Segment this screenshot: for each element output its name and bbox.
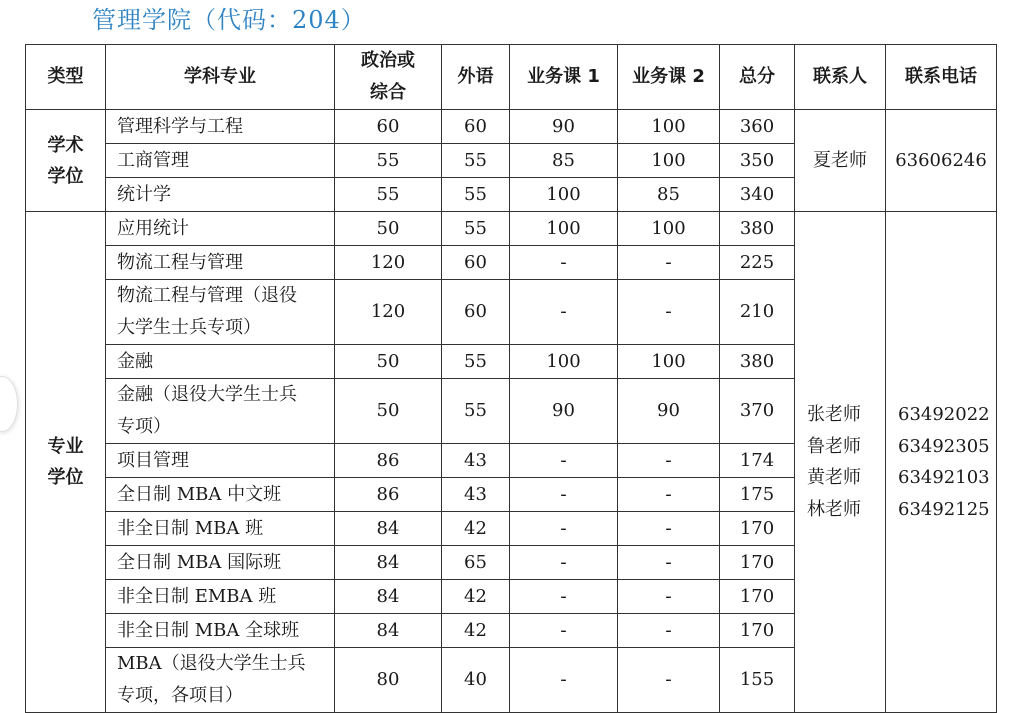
- contact-name: 张老师: [807, 404, 861, 425]
- header-type: 类型: [26, 45, 106, 110]
- politics-cell: 84: [335, 512, 442, 546]
- header-course2: 业务课 2: [618, 45, 720, 110]
- politics-cell: 84: [335, 614, 442, 648]
- politics-cell: 84: [335, 580, 442, 614]
- total-cell: 340: [720, 178, 795, 212]
- course2-cell: -: [618, 444, 720, 478]
- major-line1: 物流工程与管理（退役: [117, 285, 297, 306]
- table-row: [26, 110, 997, 144]
- course1-cell: -: [510, 614, 618, 648]
- course2-cell: 100: [618, 212, 720, 246]
- course1-cell: 100: [510, 345, 618, 379]
- page-title: 管理学院（代码：204）: [92, 6, 366, 34]
- politics-cell: 120: [335, 280, 442, 345]
- header-politics-line1: 政治或: [361, 50, 415, 71]
- total-cell: 380: [720, 212, 795, 246]
- header-course1: 业务课 1: [510, 45, 618, 110]
- course2-cell: 85: [618, 178, 720, 212]
- foreign-cell: 60: [442, 110, 510, 144]
- contact-name: 鲁老师: [807, 435, 861, 457]
- major-cell: 非全日制 MBA 班: [106, 512, 335, 546]
- contact-name: 黄老师: [807, 467, 861, 488]
- major-cell: 金融: [106, 345, 335, 379]
- politics-cell: 50: [335, 379, 442, 444]
- total-cell: 370: [720, 379, 795, 444]
- contact-phone: 63492103: [898, 467, 990, 488]
- phone-professional: [886, 212, 997, 713]
- politics-cell: 55: [335, 144, 442, 178]
- header-phone: 联系电话: [886, 45, 997, 110]
- contact-phone: 63492125: [898, 498, 990, 520]
- politics-cell: 80: [335, 648, 442, 713]
- course1-cell: -: [510, 246, 618, 280]
- course1-cell: 90: [510, 379, 618, 444]
- politics-cell: 50: [335, 212, 442, 246]
- course1-cell: -: [510, 580, 618, 614]
- foreign-cell: 65: [442, 546, 510, 580]
- course1-cell: -: [510, 444, 618, 478]
- course1-cell: -: [510, 478, 618, 512]
- course2-cell: -: [618, 246, 720, 280]
- total-cell: 225: [720, 246, 795, 280]
- total-cell: 210: [720, 280, 795, 345]
- category-professional: [26, 212, 106, 713]
- foreign-cell: 42: [442, 580, 510, 614]
- politics-cell: 120: [335, 246, 442, 280]
- total-cell: 170: [720, 614, 795, 648]
- course1-cell: -: [510, 648, 618, 713]
- contact-name: 林老师: [807, 498, 861, 520]
- politics-cell: 86: [335, 478, 442, 512]
- foreign-cell: 55: [442, 345, 510, 379]
- course2-cell: -: [618, 478, 720, 512]
- header-politics-line2: 综合: [370, 82, 406, 103]
- major-cell: [106, 648, 335, 713]
- course2-cell: 100: [618, 144, 720, 178]
- contact-phone: 63492305: [898, 435, 990, 457]
- total-cell: 170: [720, 512, 795, 546]
- foreign-cell: 55: [442, 178, 510, 212]
- foreign-cell: 40: [442, 648, 510, 713]
- phone-academic: 63606246: [886, 110, 997, 212]
- table-row: [26, 212, 997, 246]
- major-line2: 专项，各项目）: [117, 685, 243, 706]
- foreign-cell: 42: [442, 512, 510, 546]
- category-academic: [26, 110, 106, 212]
- header-total: 总分: [720, 45, 795, 110]
- total-cell: 380: [720, 345, 795, 379]
- major-cell: 全日制 MBA 中文班: [106, 478, 335, 512]
- course2-cell: -: [618, 614, 720, 648]
- course2-cell: 100: [618, 345, 720, 379]
- header-foreign: 外语: [442, 45, 510, 110]
- total-cell: 170: [720, 546, 795, 580]
- major-cell: [106, 379, 335, 444]
- major-cell: 项目管理: [106, 444, 335, 478]
- foreign-cell: 55: [442, 144, 510, 178]
- foreign-cell: 43: [442, 478, 510, 512]
- course2-cell: 90: [618, 379, 720, 444]
- foreign-cell: 60: [442, 246, 510, 280]
- header-contact: 联系人: [795, 45, 886, 110]
- foreign-cell: 43: [442, 444, 510, 478]
- category-academic-line2: 学位: [47, 165, 84, 187]
- course2-cell: 100: [618, 110, 720, 144]
- course2-cell: -: [618, 546, 720, 580]
- politics-cell: 86: [335, 444, 442, 478]
- major-cell: 管理科学与工程: [106, 110, 335, 144]
- foreign-cell: 55: [442, 212, 510, 246]
- header-major: 学科专业: [106, 45, 335, 110]
- course1-cell: -: [510, 280, 618, 345]
- major-cell: 工商管理: [106, 144, 335, 178]
- politics-cell: 50: [335, 345, 442, 379]
- total-cell: 360: [720, 110, 795, 144]
- major-cell: 全日制 MBA 国际班: [106, 546, 335, 580]
- course1-cell: 90: [510, 110, 618, 144]
- course2-cell: -: [618, 648, 720, 713]
- total-cell: 174: [720, 444, 795, 478]
- major-cell: 非全日制 EMBA 班: [106, 580, 335, 614]
- category-professional-line2: 学位: [47, 467, 84, 488]
- score-table: [25, 44, 997, 713]
- course1-cell: -: [510, 546, 618, 580]
- major-cell: 应用统计: [106, 212, 335, 246]
- foreign-cell: 60: [442, 280, 510, 345]
- foreign-cell: 42: [442, 614, 510, 648]
- contact-academic: 夏老师: [795, 110, 886, 212]
- foreign-cell: 55: [442, 379, 510, 444]
- header-row: [26, 45, 997, 110]
- major-cell: [106, 280, 335, 345]
- course2-cell: -: [618, 512, 720, 546]
- course2-cell: -: [618, 280, 720, 345]
- major-line1: 金融（退役大学生士兵: [117, 384, 297, 405]
- major-line1: MBA（退役大学生士兵: [117, 653, 306, 674]
- total-cell: 170: [720, 580, 795, 614]
- course1-cell: 100: [510, 212, 618, 246]
- total-cell: 155: [720, 648, 795, 713]
- contact-professional: [795, 212, 886, 713]
- politics-cell: 60: [335, 110, 442, 144]
- course2-cell: -: [618, 580, 720, 614]
- politics-cell: 55: [335, 178, 442, 212]
- total-cell: 350: [720, 144, 795, 178]
- category-academic-line1: 学术: [47, 134, 84, 156]
- header-politics: [335, 45, 442, 110]
- course1-cell: 85: [510, 144, 618, 178]
- major-line2: 大学生士兵专项）: [117, 317, 261, 338]
- politics-cell: 84: [335, 546, 442, 580]
- category-professional-line1: 专业: [47, 436, 84, 457]
- course1-cell: -: [510, 512, 618, 546]
- side-scroll-handle[interactable]: [0, 376, 18, 432]
- course1-cell: 100: [510, 178, 618, 212]
- major-line2: 专项）: [117, 416, 171, 437]
- major-cell: 统计学: [106, 178, 335, 212]
- major-cell: 非全日制 MBA 全球班: [106, 614, 335, 648]
- contact-phone: 63492022: [898, 404, 990, 425]
- total-cell: 175: [720, 478, 795, 512]
- major-cell: 物流工程与管理: [106, 246, 335, 280]
